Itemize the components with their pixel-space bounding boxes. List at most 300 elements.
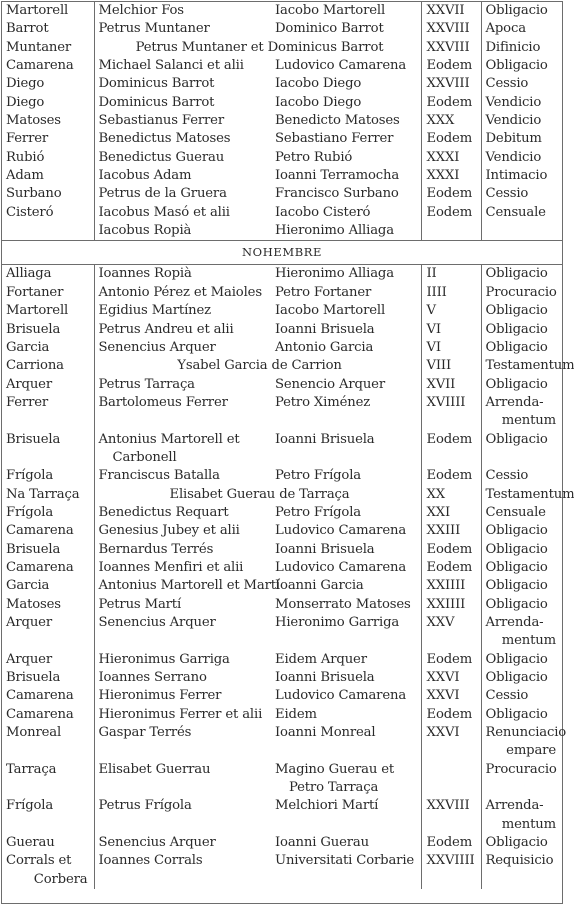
cell-text: Obligacio: [485, 670, 548, 686]
recipient-cell: [271, 376, 421, 394]
day-cell: [421, 167, 481, 185]
cell-text: Camarena: [6, 559, 74, 575]
cell-text: Camarena: [6, 706, 74, 722]
cell-text: Hieronimus Ferrer et alii: [98, 706, 263, 722]
act-type-cell: [481, 687, 562, 705]
recipient-cell: [271, 284, 421, 302]
party-cell: [94, 57, 271, 75]
register-row: [2, 834, 562, 852]
surname-cell: [2, 302, 94, 320]
cell-text: Obligacio: [485, 303, 548, 319]
recipient-cell: [271, 302, 421, 320]
cell-text: Petrus Muntaner: [98, 21, 210, 37]
recipient-cell: [271, 559, 421, 577]
recipient-cell: [271, 724, 421, 761]
register-row: [2, 284, 562, 302]
register-row: [2, 467, 562, 485]
cell-text: Brisuela: [6, 670, 61, 686]
cell-text: Tarraça: [6, 761, 57, 777]
surname-cell: [2, 222, 94, 241]
act-type-cell: [481, 431, 562, 468]
party-cell: [94, 522, 271, 540]
party-cell: [94, 2, 271, 20]
surname-cell: [2, 284, 94, 302]
cell-text: V: [426, 303, 436, 319]
cell-text: Genesius Jubey et alii: [98, 523, 240, 539]
day-cell: [421, 57, 481, 75]
surname-cell: [2, 577, 94, 595]
party-cell: [94, 797, 271, 834]
surname-cell: [2, 687, 94, 705]
surname-cell: [2, 94, 94, 112]
cell-text: Arquer: [6, 651, 52, 667]
register-block-november: [2, 265, 574, 889]
day-cell: [421, 541, 481, 559]
surname-cell: [2, 797, 94, 834]
recipient-cell: [271, 687, 421, 705]
act-type-cell: [481, 204, 562, 222]
act-type-cell: [481, 2, 562, 20]
cell-text: Brisuela: [6, 541, 61, 557]
register-row: [2, 541, 562, 559]
cell-text: Petro Frígola: [275, 504, 362, 520]
cell-text: Iacobo Martorell: [275, 3, 386, 18]
cell-text: Sebastianus Ferrer: [98, 113, 224, 129]
act-type-cell: [481, 651, 562, 669]
register-row: [2, 265, 562, 284]
cell-text: XXVIIII: [426, 853, 475, 869]
surname-cell: [2, 57, 94, 75]
cell-text: Ioanni Monreal: [275, 725, 376, 741]
cell-text: Ioannes Menfiri et alii: [98, 559, 244, 575]
cell-text: Bartolomeus Ferrer: [98, 394, 228, 410]
register-row: [2, 204, 562, 222]
party-cell: [94, 20, 271, 38]
surname-cell: [2, 761, 94, 798]
surname-cell: [2, 669, 94, 687]
act-type-cell: [481, 724, 567, 761]
party-cell: [94, 376, 271, 394]
party-cell: [94, 761, 271, 798]
day-cell: [421, 614, 481, 651]
cell-text: Intimacio: [485, 168, 548, 184]
day-cell: [421, 357, 481, 375]
cell-text: XXIII: [426, 523, 461, 539]
act-type-cell: [481, 559, 562, 577]
cell-text: Na Tarraça: [6, 486, 80, 502]
cell-text: IIII: [426, 284, 447, 300]
act-type-cell: [481, 130, 562, 148]
act-type-cell: [481, 75, 562, 93]
cell-text: Arrenda-: [485, 615, 544, 630]
recipient-cell: [271, 706, 421, 724]
recipient-cell: [271, 265, 421, 284]
cell-text: Ioanni Garcia: [275, 578, 364, 594]
register-row: [2, 357, 562, 375]
cell-text: Antonio Garcia: [275, 339, 374, 355]
act-type-cell: [481, 167, 562, 185]
day-cell: [421, 577, 481, 595]
cell-text: XXVIII: [426, 39, 470, 55]
surname-cell: [2, 834, 94, 852]
cell-text: Benedictus Guerau: [98, 149, 225, 165]
cell-text: Ioanni Brisuela: [275, 541, 375, 557]
cell-text: Corbera: [33, 871, 88, 887]
party-cell: [94, 669, 271, 687]
act-type-cell: [481, 541, 562, 559]
surname-cell: [2, 167, 94, 185]
cell-text: Barrot: [6, 21, 49, 37]
surname-cell: [2, 357, 94, 375]
cell-text: Arrenda-: [485, 394, 544, 410]
cell-text: Cessio: [485, 76, 529, 92]
recipient-cell: [271, 321, 421, 339]
surname-cell: [2, 376, 94, 394]
party-cell: [94, 112, 271, 130]
party-cell: [94, 204, 271, 222]
day-cell: [421, 2, 481, 20]
register-row: [2, 486, 562, 504]
act-type-cell: [481, 57, 562, 75]
act-type-cell: [481, 596, 562, 614]
cell-text: VIII: [426, 358, 452, 374]
cell-text: mentum: [501, 413, 556, 429]
act-type-cell: [481, 284, 562, 302]
party-cell: [94, 834, 271, 852]
cell-text: Matoses: [6, 596, 61, 612]
party-cell: [94, 687, 271, 705]
cell-text: Ferrer: [6, 131, 49, 147]
cell-text: Obligacio: [485, 578, 548, 594]
act-type-cell: [481, 265, 562, 284]
cell-text: Eodem: [426, 131, 473, 147]
party-cell: [94, 596, 271, 614]
cell-text: Monreal: [6, 725, 62, 741]
cell-text: XXVIII: [426, 76, 470, 92]
surname-cell: [2, 522, 94, 540]
cell-text: XXVI: [426, 725, 460, 741]
cell-text: Ioanni Guerau: [275, 835, 369, 851]
act-type-cell: [481, 185, 562, 203]
day-cell: [421, 504, 481, 522]
register-row: [2, 724, 562, 761]
surname-cell: [2, 75, 94, 93]
recipient-cell: [271, 669, 421, 687]
surname-cell: [2, 39, 94, 57]
cell-text: Elisabet Guerau de Tarraça: [169, 486, 350, 502]
cell-text: mentum: [501, 633, 556, 649]
surname-cell: [2, 852, 94, 889]
document-page: [1, 1, 574, 904]
surname-cell: [2, 394, 94, 431]
register-row: [2, 431, 562, 468]
joint-party-cell: [94, 39, 421, 57]
cell-text: XVII: [426, 376, 456, 392]
day-cell: [421, 130, 481, 148]
register-table: [2, 2, 574, 889]
cell-text: Iacobo Cisteró: [275, 204, 371, 220]
surname-cell: [2, 486, 94, 504]
cell-text: XXVI: [426, 670, 460, 686]
cell-text: empare: [506, 743, 556, 759]
cell-text: Hieronimus Garriga: [98, 651, 230, 667]
act-type-cell: [481, 302, 562, 320]
recipient-cell: [271, 185, 421, 203]
cell-text: Petro Ximénez: [275, 394, 371, 410]
day-cell: [421, 222, 481, 241]
party-cell: [94, 284, 271, 302]
cell-text: XXVII: [426, 3, 465, 18]
party-cell: [94, 504, 271, 522]
cell-text: Procuracio: [485, 761, 557, 777]
cell-text: Petrus Andreu et alii: [98, 321, 234, 337]
cell-text: Adam: [6, 168, 44, 184]
cell-text: XXX: [426, 113, 455, 129]
recipient-cell: [271, 2, 421, 20]
register-row: [2, 167, 562, 185]
cell-text: Ludovico Camarena: [275, 559, 407, 575]
cell-text: XXV: [426, 615, 455, 630]
cell-text: XXXI: [426, 149, 460, 165]
party-cell: [94, 706, 271, 724]
cell-text: XXVIII: [426, 21, 470, 37]
day-cell: [421, 204, 481, 222]
register-row: [2, 559, 562, 577]
cell-text: Petrus Tarraça: [98, 376, 195, 392]
act-type-cell: [481, 20, 562, 38]
cell-text: Obligacio: [485, 651, 548, 667]
cell-text: Hieronimo Alliaga: [275, 223, 394, 239]
recipient-cell: [271, 797, 421, 834]
cell-text: Eodem: [426, 94, 473, 110]
surname-cell: [2, 321, 94, 339]
act-type-cell: [481, 834, 562, 852]
cell-text: Testamentum: [485, 358, 574, 374]
cell-text: Dominicus Barrot: [98, 94, 215, 110]
cell-text: Magino Guerau et: [275, 761, 395, 777]
register-row: [2, 2, 562, 20]
recipient-cell: [271, 204, 421, 222]
surname-cell: [2, 149, 94, 167]
cell-text: Obligacio: [485, 376, 548, 392]
act-type-cell: [481, 522, 562, 540]
act-type-cell: [481, 357, 574, 375]
act-type-cell: [481, 39, 562, 57]
cell-text: Camarena: [6, 58, 74, 74]
act-type-cell: [481, 467, 562, 485]
register-row: [2, 185, 562, 203]
cell-text: XXVIII: [426, 798, 470, 814]
recipient-cell: [271, 112, 421, 130]
day-cell: [421, 467, 481, 485]
cell-text: Ludovico Camarena: [275, 523, 407, 539]
party-cell: [94, 559, 271, 577]
party-cell: [94, 265, 271, 284]
surname-cell: [2, 504, 94, 522]
day-cell: [421, 431, 481, 468]
cell-text: Corrals et: [6, 853, 72, 869]
register-row: [2, 339, 562, 357]
cell-text: VI: [426, 339, 441, 355]
cell-text: Obligacio: [485, 523, 548, 539]
cell-text: Diego: [6, 94, 45, 110]
surname-cell: [2, 2, 94, 20]
register-row: [2, 376, 562, 394]
surname-cell: [2, 467, 94, 485]
day-cell: [421, 852, 481, 889]
act-type-cell: [481, 669, 562, 687]
surname-cell: [2, 559, 94, 577]
cell-text: Obligacio: [485, 541, 548, 557]
cell-text: Brisuela: [6, 321, 61, 337]
cell-text: Petrus Muntaner et Dominicus Barrot: [135, 39, 384, 55]
cell-text: Renunciacio: [485, 725, 567, 741]
party-cell: [94, 577, 280, 595]
cell-text: Senencius Arquer: [98, 339, 216, 355]
recipient-cell: [271, 761, 421, 798]
cell-text: Eodem: [426, 835, 473, 851]
party-cell: [94, 75, 271, 93]
cell-text: Camarena: [6, 688, 74, 704]
recipient-cell: [271, 431, 421, 468]
recipient-cell: [271, 614, 421, 651]
surname-cell: [2, 339, 94, 357]
surname-cell: [2, 265, 94, 284]
cell-text: Obligacio: [485, 596, 548, 612]
cell-text: XVIIII: [426, 394, 466, 410]
cell-text: Garcia: [6, 339, 50, 355]
register-row: [2, 94, 562, 112]
surname-cell: [2, 614, 94, 651]
act-type-cell: [481, 797, 562, 834]
register-row: [2, 39, 562, 57]
cell-text: Iacobus Masó et alii: [98, 204, 230, 220]
day-cell: [421, 185, 481, 203]
recipient-cell: [271, 94, 421, 112]
cell-text: Obligacio: [485, 321, 548, 337]
cell-text: Eodem: [426, 559, 473, 575]
day-cell: [421, 321, 481, 339]
register-row: [2, 112, 562, 130]
register-row: [2, 761, 562, 798]
day-cell: [421, 486, 481, 504]
cell-text: Antonius Martorell et: [98, 431, 240, 447]
cell-text: XX: [426, 486, 445, 502]
cell-text: Obligacio: [485, 339, 548, 355]
party-cell: [94, 339, 271, 357]
register-row: [2, 302, 562, 320]
cell-text: Obligacio: [485, 559, 548, 575]
party-cell: [94, 321, 271, 339]
cell-text: Difinicio: [485, 39, 541, 55]
cell-text: Vendicio: [485, 94, 542, 110]
cell-text: Ioanni Brisuela: [275, 321, 375, 337]
register-row: [2, 596, 562, 614]
day-cell: [421, 339, 481, 357]
act-type-cell: [481, 614, 562, 651]
cell-text: Obligacio: [485, 3, 548, 18]
register-row: [2, 130, 562, 148]
cell-text: Eodem: [426, 468, 473, 484]
day-cell: [421, 559, 481, 577]
cell-text: Dominico Barrot: [275, 21, 384, 37]
cell-text: Eodem: [426, 204, 473, 220]
cell-text: XXIIII: [426, 596, 466, 612]
surname-cell: [2, 20, 94, 38]
register-row: [2, 614, 562, 651]
recipient-cell: [271, 20, 421, 38]
surname-cell: [2, 185, 94, 203]
cell-text: Eidem: [275, 706, 317, 722]
cell-text: Fortaner: [6, 284, 64, 300]
register-block-before-november: [2, 2, 562, 241]
cell-text: Ioanni Brisuela: [275, 670, 375, 686]
cell-text: Eodem: [426, 541, 473, 557]
party-cell: [94, 185, 271, 203]
cell-text: Iacobus Ropià: [98, 223, 192, 239]
act-type-cell: [481, 761, 562, 798]
cell-text: Apoca: [485, 21, 526, 37]
register-row: [2, 577, 562, 595]
act-type-cell: [481, 94, 562, 112]
cell-text: Senencio Arquer: [275, 376, 385, 392]
cell-text: Requisicio: [485, 853, 554, 869]
cell-text: XXXI: [426, 168, 460, 184]
day-cell: [421, 651, 481, 669]
register-row: [2, 669, 562, 687]
cell-text: Francisco Surbano: [275, 186, 399, 202]
party-cell: [94, 222, 271, 241]
cell-text: Testamentum: [485, 486, 574, 502]
cell-text: Frígola: [6, 798, 54, 814]
cell-text: Petrus de la Gruera: [98, 186, 227, 202]
day-cell: [421, 797, 481, 834]
cell-text: Ioannes Serrano: [98, 670, 207, 686]
cell-text: Carbonell: [112, 449, 177, 465]
day-cell: [421, 834, 481, 852]
cell-text: Franciscus Batalla: [98, 468, 220, 484]
joint-party-cell: [94, 486, 421, 504]
day-cell: [421, 149, 481, 167]
party-cell: [94, 541, 271, 559]
cell-text: II: [426, 266, 437, 282]
section-heading-row-group: [2, 241, 562, 265]
cell-text: Petro Tarraça: [289, 780, 379, 796]
cell-text: Benedictus Matoses: [98, 131, 231, 147]
recipient-cell: [271, 149, 421, 167]
party-cell: [94, 614, 271, 651]
recipient-cell: [271, 834, 421, 852]
cell-text: Ioanni Terramocha: [275, 168, 400, 184]
cell-text: Arquer: [6, 376, 52, 392]
cell-text: Iacobo Diego: [275, 76, 362, 92]
cell-text: Cessio: [485, 186, 529, 202]
act-type-cell: [481, 376, 562, 394]
day-cell: [421, 376, 481, 394]
cell-text: Obligacio: [485, 58, 548, 74]
act-type-cell: [481, 852, 562, 889]
cell-text: Cessio: [485, 688, 529, 704]
day-cell: [421, 522, 481, 540]
cell-text: Garcia: [6, 578, 50, 594]
surname-cell: [2, 431, 94, 468]
register-row: [2, 394, 562, 431]
cell-text: Senencius Arquer: [98, 835, 216, 851]
register-row: [2, 20, 562, 38]
register-row: [2, 321, 562, 339]
cell-text: Petro Rubió: [275, 149, 353, 165]
party-cell: [94, 394, 271, 431]
